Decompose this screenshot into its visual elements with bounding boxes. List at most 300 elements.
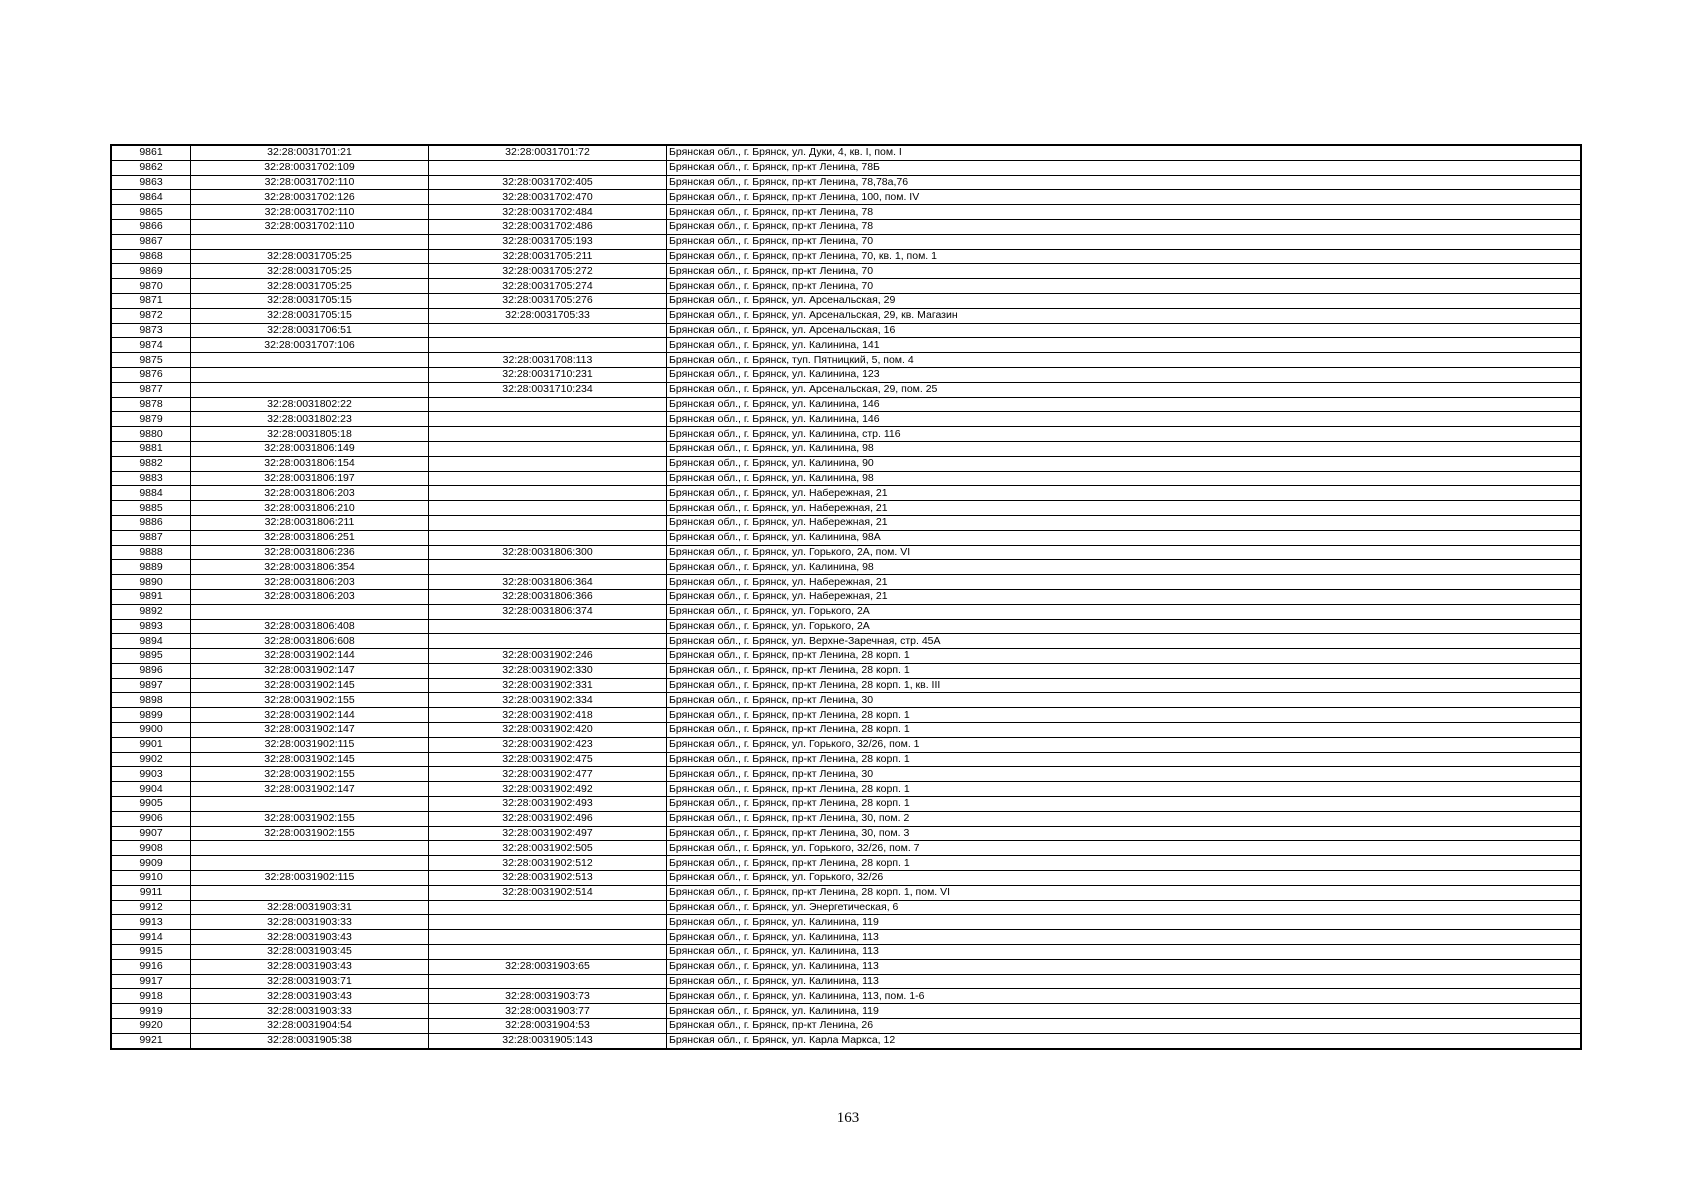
table-row: [111, 353, 1581, 368]
object-number-cell: [429, 515, 667, 530]
table-row: [111, 575, 1581, 590]
table-row: [111, 634, 1581, 649]
row-number-cell: 9911: [111, 885, 191, 900]
table-row: [111, 649, 1581, 664]
table-row: [111, 989, 1581, 1004]
object-number-cell: 32:28:0031806:300: [429, 545, 667, 560]
object-number-cell: 32:28:0031902:496: [429, 811, 667, 826]
address-cell: Брянская обл., г. Брянск, ул. Набережная, 21: [667, 501, 1582, 516]
row-number-cell: 9913: [111, 915, 191, 930]
address-cell: Брянская обл., г. Брянск, ул. Калинина, 98А: [667, 530, 1582, 545]
object-number-cell: 32:28:0031902:246: [429, 649, 667, 664]
land-plot-number-cell: 32:28:0031702:126: [191, 190, 429, 205]
land-plot-number-cell: 32:28:0031904:54: [191, 1019, 429, 1034]
land-plot-number-cell: 32:28:0031902:145: [191, 678, 429, 693]
table-row: [111, 471, 1581, 486]
row-number-cell: 9921: [111, 1033, 191, 1048]
address-cell: Брянская обл., г. Брянск, пр-кт Ленина, 78,78а,76: [667, 175, 1582, 190]
land-plot-number-cell: [191, 367, 429, 382]
land-plot-number-cell: 32:28:0031902:115: [191, 737, 429, 752]
row-number-cell: 9884: [111, 486, 191, 501]
row-number-cell: 9887: [111, 530, 191, 545]
object-number-cell: 32:28:0031902:477: [429, 767, 667, 782]
table-row: [111, 900, 1581, 915]
page-number: 163: [836, 1110, 860, 1126]
row-number-cell: 9865: [111, 205, 191, 220]
row-number-cell: 9898: [111, 693, 191, 708]
object-number-cell: 32:28:0031902:492: [429, 782, 667, 797]
land-plot-number-cell: 32:28:0031902:145: [191, 752, 429, 767]
row-number-cell: 9916: [111, 959, 191, 974]
land-plot-number-cell: [191, 234, 429, 249]
table-row: [111, 412, 1581, 427]
row-number-cell: 9889: [111, 560, 191, 575]
table-row: [111, 249, 1581, 264]
row-number-cell: 9870: [111, 279, 191, 294]
row-number-cell: 9892: [111, 604, 191, 619]
object-number-cell: 32:28:0031705:211: [429, 249, 667, 264]
object-number-cell: [429, 427, 667, 442]
land-plot-number-cell: 32:28:0031806:211: [191, 515, 429, 530]
address-cell: Брянская обл., г. Брянск, ул. Набережная, 21: [667, 575, 1582, 590]
row-number-cell: 9896: [111, 663, 191, 678]
row-number-cell: 9917: [111, 974, 191, 989]
address-cell: Брянская обл., г. Брянск, ул. Калинина, 98: [667, 441, 1582, 456]
row-number-cell: 9871: [111, 293, 191, 308]
land-plot-number-cell: 32:28:0031706:51: [191, 323, 429, 338]
row-number-cell: 9874: [111, 338, 191, 353]
land-plot-number-cell: 32:28:0031902:155: [191, 811, 429, 826]
address-cell: Брянская обл., г. Брянск, ул. Горького, 2А: [667, 604, 1582, 619]
address-cell: Брянская обл., г. Брянск, пр-кт Ленина, 30: [667, 767, 1582, 782]
row-number-cell: 9895: [111, 649, 191, 664]
table-row: [111, 175, 1581, 190]
row-number-cell: 9882: [111, 456, 191, 471]
address-cell: Брянская обл., г. Брянск, ул. Калинина, 141: [667, 338, 1582, 353]
object-number-cell: [429, 900, 667, 915]
table-row: [111, 915, 1581, 930]
land-plot-number-cell: 32:28:0031701:21: [191, 145, 429, 160]
land-plot-number-cell: 32:28:0031902:147: [191, 723, 429, 738]
object-number-cell: 32:28:0031902:334: [429, 693, 667, 708]
object-number-cell: [429, 974, 667, 989]
object-number-cell: [429, 471, 667, 486]
cadastral-registry-table: [110, 144, 1582, 1050]
address-cell: Брянская обл., г. Брянск, ул. Калинина, 113: [667, 945, 1582, 960]
land-plot-number-cell: 32:28:0031705:25: [191, 279, 429, 294]
address-cell: Брянская обл., г. Брянск, ул. Калинина, 98: [667, 471, 1582, 486]
object-number-cell: 32:28:0031705:272: [429, 264, 667, 279]
table-row: [111, 856, 1581, 871]
land-plot-number-cell: 32:28:0031903:43: [191, 989, 429, 1004]
object-number-cell: [429, 338, 667, 353]
land-plot-number-cell: 32:28:0031806:203: [191, 589, 429, 604]
land-plot-number-cell: 32:28:0031903:33: [191, 1004, 429, 1019]
land-plot-number-cell: 32:28:0031802:22: [191, 397, 429, 412]
object-number-cell: 32:28:0031710:234: [429, 382, 667, 397]
address-cell: Брянская обл., г. Брянск, пр-кт Ленина, 28 корп. 1, пом. VI: [667, 885, 1582, 900]
object-number-cell: 32:28:0031902:475: [429, 752, 667, 767]
object-number-cell: [429, 441, 667, 456]
table-row: [111, 279, 1581, 294]
table-row: [111, 515, 1581, 530]
object-number-cell: [429, 456, 667, 471]
table-row: [111, 885, 1581, 900]
address-cell: Брянская обл., г. Брянск, ул. Арсенальская, 16: [667, 323, 1582, 338]
table-row: [111, 308, 1581, 323]
land-plot-number-cell: 32:28:0031707:106: [191, 338, 429, 353]
address-cell: Брянская обл., г. Брянск, ул. Калинина, 90: [667, 456, 1582, 471]
object-number-cell: 32:28:0031902:512: [429, 856, 667, 871]
object-number-cell: 32:28:0031701:72: [429, 145, 667, 160]
address-cell: Брянская обл., г. Брянск, пр-кт Ленина, 70: [667, 264, 1582, 279]
row-number-cell: 9866: [111, 219, 191, 234]
row-number-cell: 9890: [111, 575, 191, 590]
object-number-cell: 32:28:0031902:505: [429, 841, 667, 856]
address-cell: Брянская обл., г. Брянск, ул. Энергетическая, 6: [667, 900, 1582, 915]
address-cell: Брянская обл., г. Брянск, пр-кт Ленина, 28 корп. 1: [667, 752, 1582, 767]
land-plot-number-cell: [191, 797, 429, 812]
address-cell: Брянская обл., г. Брянск, пр-кт Ленина, 28 корп. 1: [667, 856, 1582, 871]
row-number-cell: 9905: [111, 797, 191, 812]
object-number-cell: 32:28:0031902:423: [429, 737, 667, 752]
land-plot-number-cell: 32:28:0031806:203: [191, 486, 429, 501]
table-row: [111, 219, 1581, 234]
table-row: [111, 974, 1581, 989]
address-cell: Брянская обл., г. Брянск, ул. Калинина, 119: [667, 1004, 1582, 1019]
address-cell: Брянская обл., г. Брянск, ул. Калинина, стр. 116: [667, 427, 1582, 442]
address-cell: Брянская обл., г. Брянск, ул. Калинина, 119: [667, 915, 1582, 930]
row-number-cell: 9867: [111, 234, 191, 249]
land-plot-number-cell: 32:28:0031806:203: [191, 575, 429, 590]
address-cell: Брянская обл., г. Брянск, пр-кт Ленина, 28 корп. 1: [667, 708, 1582, 723]
row-number-cell: 9872: [111, 308, 191, 323]
address-cell: Брянская обл., г. Брянск, ул. Горького, 32/26: [667, 871, 1582, 886]
table-row: [111, 264, 1581, 279]
row-number-cell: 9873: [111, 323, 191, 338]
object-number-cell: 32:28:0031902:493: [429, 797, 667, 812]
land-plot-number-cell: 32:28:0031806:408: [191, 619, 429, 634]
land-plot-number-cell: 32:28:0031806:154: [191, 456, 429, 471]
object-number-cell: [429, 560, 667, 575]
land-plot-number-cell: 32:28:0031705:15: [191, 293, 429, 308]
object-number-cell: [429, 501, 667, 516]
land-plot-number-cell: 32:28:0031902:155: [191, 693, 429, 708]
land-plot-number-cell: 32:28:0031702:110: [191, 175, 429, 190]
row-number-cell: 9879: [111, 412, 191, 427]
row-number-cell: 9908: [111, 841, 191, 856]
row-number-cell: 9880: [111, 427, 191, 442]
row-number-cell: 9864: [111, 190, 191, 205]
table-row: [111, 160, 1581, 175]
land-plot-number-cell: 32:28:0031702:110: [191, 219, 429, 234]
row-number-cell: 9920: [111, 1019, 191, 1034]
land-plot-number-cell: 32:28:0031806:210: [191, 501, 429, 516]
table-row: [111, 338, 1581, 353]
address-cell: Брянская обл., г. Брянск, ул. Арсенальская, 29: [667, 293, 1582, 308]
table-row: [111, 959, 1581, 974]
row-number-cell: 9862: [111, 160, 191, 175]
object-number-cell: 32:28:0031902:418: [429, 708, 667, 723]
table-row: [111, 1019, 1581, 1034]
object-number-cell: 32:28:0031806:374: [429, 604, 667, 619]
row-number-cell: 9919: [111, 1004, 191, 1019]
address-cell: Брянская обл., г. Брянск, пр-кт Ленина, 30, пом. 3: [667, 826, 1582, 841]
table-row: [111, 145, 1581, 160]
object-number-cell: 32:28:0031902:514: [429, 885, 667, 900]
row-number-cell: 9909: [111, 856, 191, 871]
object-number-cell: 32:28:0031903:77: [429, 1004, 667, 1019]
row-number-cell: 9891: [111, 589, 191, 604]
table-row: [111, 737, 1581, 752]
object-number-cell: 32:28:0031902:331: [429, 678, 667, 693]
land-plot-number-cell: [191, 604, 429, 619]
table-row: [111, 456, 1581, 471]
object-number-cell: [429, 160, 667, 175]
row-number-cell: 9903: [111, 767, 191, 782]
land-plot-number-cell: 32:28:0031905:38: [191, 1033, 429, 1048]
object-number-cell: [429, 945, 667, 960]
table-row: [111, 367, 1581, 382]
address-cell: Брянская обл., г. Брянск, пр-кт Ленина, 78Б: [667, 160, 1582, 175]
row-number-cell: 9878: [111, 397, 191, 412]
object-number-cell: [429, 323, 667, 338]
address-cell: Брянская обл., г. Брянск, ул. Калинина, 98: [667, 560, 1582, 575]
table-row: [111, 397, 1581, 412]
object-number-cell: 32:28:0031702:470: [429, 190, 667, 205]
object-number-cell: 32:28:0031904:53: [429, 1019, 667, 1034]
address-cell: Брянская обл., г. Брянск, туп. Пятницкий, 5, пом. 4: [667, 353, 1582, 368]
table-row: [111, 205, 1581, 220]
table-row: [111, 752, 1581, 767]
table-row: [111, 604, 1581, 619]
table-row: [111, 619, 1581, 634]
address-cell: Брянская обл., г. Брянск, ул. Калинина, 113, пом. 1-6: [667, 989, 1582, 1004]
object-number-cell: [429, 619, 667, 634]
object-number-cell: 32:28:0031705:276: [429, 293, 667, 308]
table-row: [111, 486, 1581, 501]
row-number-cell: 9907: [111, 826, 191, 841]
table-row: [111, 441, 1581, 456]
row-number-cell: 9869: [111, 264, 191, 279]
table-row: [111, 767, 1581, 782]
table-row: [111, 723, 1581, 738]
object-number-cell: [429, 930, 667, 945]
table-row: [111, 678, 1581, 693]
row-number-cell: 9915: [111, 945, 191, 960]
table-row: [111, 530, 1581, 545]
table-row: [111, 811, 1581, 826]
object-number-cell: 32:28:0031902:330: [429, 663, 667, 678]
address-cell: Брянская обл., г. Брянск, ул. Калинина, 146: [667, 397, 1582, 412]
table-row: [111, 560, 1581, 575]
table-row: [111, 190, 1581, 205]
object-number-cell: 32:28:0031705:33: [429, 308, 667, 323]
land-plot-number-cell: 32:28:0031902:115: [191, 871, 429, 886]
land-plot-number-cell: 32:28:0031902:144: [191, 649, 429, 664]
row-number-cell: 9885: [111, 501, 191, 516]
object-number-cell: [429, 634, 667, 649]
row-number-cell: 9875: [111, 353, 191, 368]
address-cell: Брянская обл., г. Брянск, ул. Горького, 32/26, пом. 7: [667, 841, 1582, 856]
row-number-cell: 9918: [111, 989, 191, 1004]
land-plot-number-cell: 32:28:0031806:251: [191, 530, 429, 545]
land-plot-number-cell: 32:28:0031702:109: [191, 160, 429, 175]
land-plot-number-cell: 32:28:0031705:25: [191, 264, 429, 279]
address-cell: Брянская обл., г. Брянск, ул. Калинина, 113: [667, 974, 1582, 989]
object-number-cell: [429, 412, 667, 427]
land-plot-number-cell: 32:28:0031705:25: [191, 249, 429, 264]
row-number-cell: 9888: [111, 545, 191, 560]
table-row: [111, 1033, 1581, 1048]
land-plot-number-cell: 32:28:0031806:608: [191, 634, 429, 649]
table-row: [111, 234, 1581, 249]
row-number-cell: 9894: [111, 634, 191, 649]
table-row: [111, 708, 1581, 723]
address-cell: Брянская обл., г. Брянск, пр-кт Ленина, 30, пом. 2: [667, 811, 1582, 826]
address-cell: Брянская обл., г. Брянск, пр-кт Ленина, 28 корп. 1: [667, 797, 1582, 812]
address-cell: Брянская обл., г. Брянск, пр-кт Ленина, 70, кв. 1, пом. 1: [667, 249, 1582, 264]
object-number-cell: 32:28:0031903:65: [429, 959, 667, 974]
land-plot-number-cell: 32:28:0031705:15: [191, 308, 429, 323]
address-cell: Брянская обл., г. Брянск, пр-кт Ленина, 30: [667, 693, 1582, 708]
address-cell: Брянская обл., г. Брянск, пр-кт Ленина, 78: [667, 219, 1582, 234]
address-cell: Брянская обл., г. Брянск, пр-кт Ленина, 28 корп. 1: [667, 663, 1582, 678]
row-number-cell: 9861: [111, 145, 191, 160]
address-cell: Брянская обл., г. Брянск, ул. Горького, 2А, пом. VI: [667, 545, 1582, 560]
object-number-cell: [429, 486, 667, 501]
address-cell: Брянская обл., г. Брянск, пр-кт Ленина, 70: [667, 234, 1582, 249]
row-number-cell: 9901: [111, 737, 191, 752]
table-row: [111, 826, 1581, 841]
address-cell: Брянская обл., г. Брянск, ул. Дуки, 4, кв. I, пом. I: [667, 145, 1582, 160]
object-number-cell: 32:28:0031903:73: [429, 989, 667, 1004]
object-number-cell: 32:28:0031905:143: [429, 1033, 667, 1048]
object-number-cell: 32:28:0031806:364: [429, 575, 667, 590]
address-cell: Брянская обл., г. Брянск, пр-кт Ленина, 28 корп. 1, кв. III: [667, 678, 1582, 693]
land-plot-number-cell: 32:28:0031903:45: [191, 945, 429, 960]
row-number-cell: 9876: [111, 367, 191, 382]
land-plot-number-cell: [191, 382, 429, 397]
row-number-cell: 9900: [111, 723, 191, 738]
land-plot-number-cell: 32:28:0031902:147: [191, 782, 429, 797]
object-number-cell: 32:28:0031702:484: [429, 205, 667, 220]
object-number-cell: 32:28:0031705:274: [429, 279, 667, 294]
row-number-cell: 9897: [111, 678, 191, 693]
address-cell: Брянская обл., г. Брянск, ул. Набережная, 21: [667, 486, 1582, 501]
address-cell: Брянская обл., г. Брянск, ул. Горького, 32/26, пом. 1: [667, 737, 1582, 752]
table-row: [111, 589, 1581, 604]
row-number-cell: 9868: [111, 249, 191, 264]
row-number-cell: 9914: [111, 930, 191, 945]
object-number-cell: [429, 397, 667, 412]
row-number-cell: 9893: [111, 619, 191, 634]
address-cell: Брянская обл., г. Брянск, ул. Калинина, 146: [667, 412, 1582, 427]
table-row: [111, 663, 1581, 678]
row-number-cell: 9904: [111, 782, 191, 797]
land-plot-number-cell: 32:28:0031902:155: [191, 826, 429, 841]
land-plot-number-cell: 32:28:0031702:110: [191, 205, 429, 220]
address-cell: Брянская обл., г. Брянск, ул. Калинина, 113: [667, 930, 1582, 945]
address-cell: Брянская обл., г. Брянск, пр-кт Ленина, 28 корп. 1: [667, 649, 1582, 664]
object-number-cell: 32:28:0031806:366: [429, 589, 667, 604]
table-row: [111, 841, 1581, 856]
object-number-cell: 32:28:0031902:513: [429, 871, 667, 886]
address-cell: Брянская обл., г. Брянск, пр-кт Ленина, 26: [667, 1019, 1582, 1034]
land-plot-number-cell: [191, 856, 429, 871]
object-number-cell: 32:28:0031710:231: [429, 367, 667, 382]
row-number-cell: 9883: [111, 471, 191, 486]
table-row: [111, 382, 1581, 397]
object-number-cell: 32:28:0031702:405: [429, 175, 667, 190]
object-number-cell: 32:28:0031702:486: [429, 219, 667, 234]
address-cell: Брянская обл., г. Брянск, ул. Горького, 2А: [667, 619, 1582, 634]
object-number-cell: 32:28:0031708:113: [429, 353, 667, 368]
land-plot-number-cell: 32:28:0031903:31: [191, 900, 429, 915]
land-plot-number-cell: 32:28:0031806:197: [191, 471, 429, 486]
land-plot-number-cell: 32:28:0031802:23: [191, 412, 429, 427]
object-number-cell: [429, 915, 667, 930]
address-cell: Брянская обл., г. Брянск, пр-кт Ленина, 100, пом. IV: [667, 190, 1582, 205]
land-plot-number-cell: 32:28:0031902:155: [191, 767, 429, 782]
land-plot-number-cell: 32:28:0031806:236: [191, 545, 429, 560]
object-number-cell: [429, 530, 667, 545]
object-number-cell: 32:28:0031705:193: [429, 234, 667, 249]
table-row: [111, 427, 1581, 442]
land-plot-number-cell: 32:28:0031903:33: [191, 915, 429, 930]
land-plot-number-cell: [191, 353, 429, 368]
row-number-cell: 9899: [111, 708, 191, 723]
land-plot-number-cell: 32:28:0031903:43: [191, 930, 429, 945]
row-number-cell: 9881: [111, 441, 191, 456]
registry-table-body: [111, 145, 1581, 1049]
table-row: [111, 782, 1581, 797]
address-cell: Брянская обл., г. Брянск, пр-кт Ленина, 78: [667, 205, 1582, 220]
table-row: [111, 945, 1581, 960]
table-row: [111, 1004, 1581, 1019]
address-cell: Брянская обл., г. Брянск, пр-кт Ленина, 70: [667, 279, 1582, 294]
address-cell: Брянская обл., г. Брянск, ул. Верхне-Заречная, стр. 45А: [667, 634, 1582, 649]
row-number-cell: 9906: [111, 811, 191, 826]
row-number-cell: 9863: [111, 175, 191, 190]
table-row: [111, 293, 1581, 308]
table-row: [111, 871, 1581, 886]
address-cell: Брянская обл., г. Брянск, ул. Калинина, 123: [667, 367, 1582, 382]
table-row: [111, 930, 1581, 945]
table-row: [111, 323, 1581, 338]
address-cell: Брянская обл., г. Брянск, ул. Арсенальская, 29, пом. 25: [667, 382, 1582, 397]
row-number-cell: 9877: [111, 382, 191, 397]
land-plot-number-cell: 32:28:0031805:18: [191, 427, 429, 442]
row-number-cell: 9902: [111, 752, 191, 767]
land-plot-number-cell: [191, 841, 429, 856]
address-cell: Брянская обл., г. Брянск, ул. Калинина, 113: [667, 959, 1582, 974]
land-plot-number-cell: 32:28:0031902:147: [191, 663, 429, 678]
table-row: [111, 545, 1581, 560]
address-cell: Брянская обл., г. Брянск, пр-кт Ленина, 28 корп. 1: [667, 723, 1582, 738]
object-number-cell: 32:28:0031902:420: [429, 723, 667, 738]
land-plot-number-cell: 32:28:0031902:144: [191, 708, 429, 723]
land-plot-number-cell: 32:28:0031903:43: [191, 959, 429, 974]
table-row: [111, 797, 1581, 812]
land-plot-number-cell: 32:28:0031806:354: [191, 560, 429, 575]
address-cell: Брянская обл., г. Брянск, ул. Карла Маркса, 12: [667, 1033, 1582, 1048]
row-number-cell: 9886: [111, 515, 191, 530]
row-number-cell: 9912: [111, 900, 191, 915]
address-cell: Брянская обл., г. Брянск, ул. Набережная, 21: [667, 515, 1582, 530]
object-number-cell: 32:28:0031902:497: [429, 826, 667, 841]
address-cell: Брянская обл., г. Брянск, ул. Арсенальская, 29, кв. Магазин: [667, 308, 1582, 323]
